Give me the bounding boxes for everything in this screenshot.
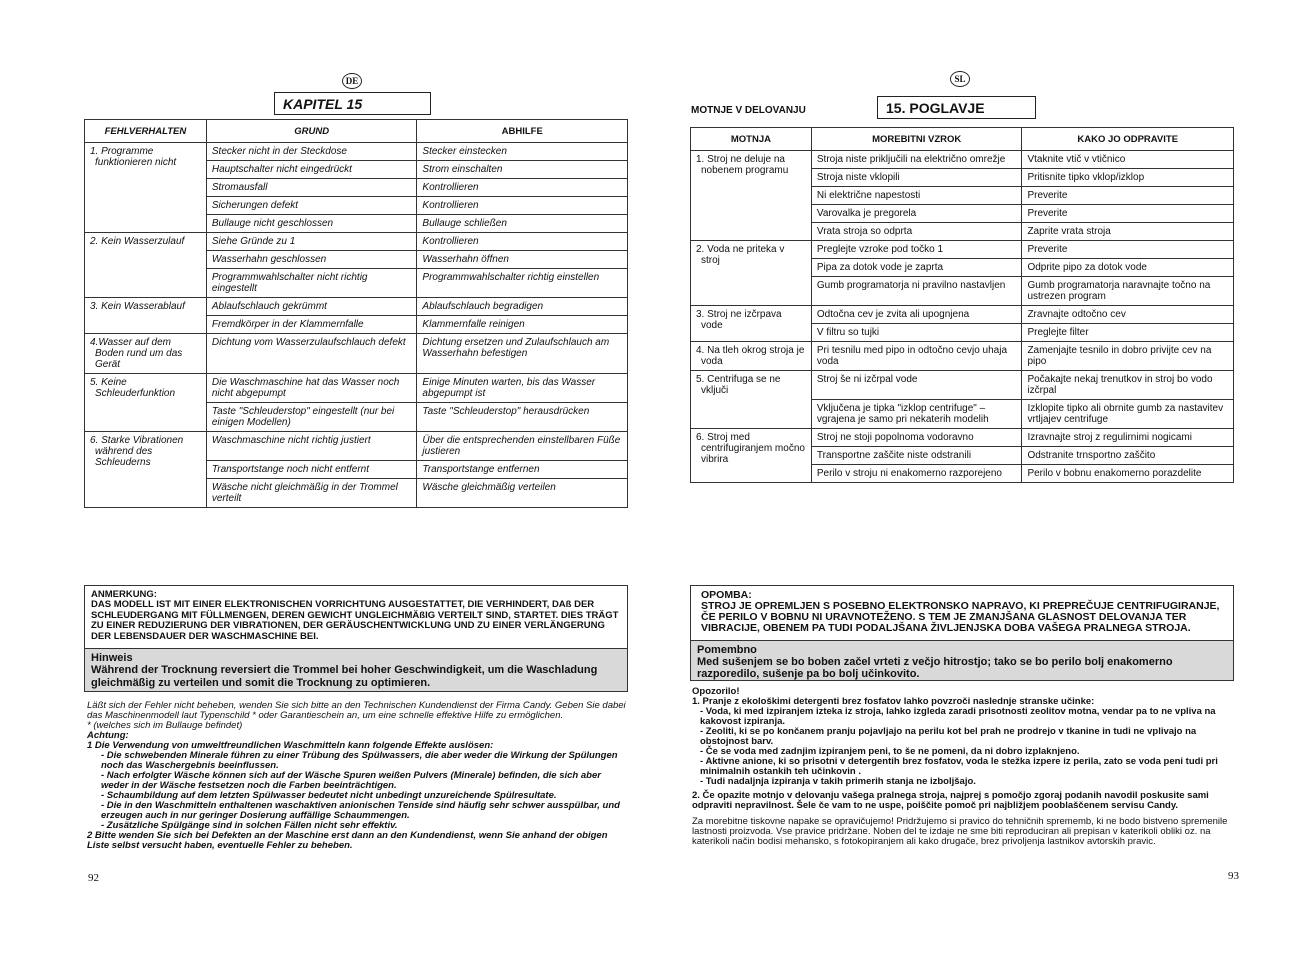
- hint-box: [85, 648, 627, 691]
- cause-cell: Gumb programatorja ni pravilno nastavljen: [811, 277, 1022, 306]
- fault-table: [690, 127, 1234, 483]
- fault-cell: 5. Centrifuga se ne vključi: [691, 371, 812, 429]
- footer-notes: [87, 701, 627, 851]
- bullet-item: - Tudi nadaljnja izpiranja v takih primerih stanja ne izboljšajo.: [700, 776, 976, 787]
- page-number: 92: [88, 872, 99, 884]
- remedy-cell: Odstranite trnsportno zaščito: [1022, 447, 1234, 465]
- remedy-cell: Zaprite vrata stroja: [1022, 223, 1234, 241]
- remedy-cell: Perilo v bobnu enakomerno porazdelite: [1022, 465, 1234, 483]
- cause-cell: Programmwahlschalter nicht richtig eingestellt: [206, 269, 417, 298]
- chapter-title: KAPITEL 15: [274, 92, 431, 115]
- warning-item-2: 2. Če opazite motnjo v delovanju vašega pralnega stroja, najprej s pomočjo zgoraj podanih navodil poskusite sami odpraviti nepravilnost. Šele če vam to ne uspe, poiščite pomoč pri najbližjem pooblaščenem servisu Candy.: [692, 790, 1209, 811]
- warning-title: Opozorilo!: [692, 686, 740, 697]
- bullet-item: - Die in den Waschmitteln enthaltenen waschaktiven anionischen Tenside sind häufig sehr schwer ausspülbar, und erzeugen auch in nur geringer Dosierung auffällige Schaummengen.: [101, 800, 620, 821]
- section-label: MOTNJE V DELOVANJU: [691, 105, 806, 116]
- cause-cell: Wäsche nicht gleichmäßig in der Trommel verteilt: [206, 479, 417, 508]
- fault-cell: 2. Voda ne priteka v stroj: [691, 241, 812, 306]
- bullet-item: - Die schwebenden Minerale führen zu einer Trübung des Spülwassers, die aber weder die Wirkung der Spülungen noch das Waschergebnis beeinflussen.: [101, 750, 618, 771]
- cause-cell: Transportstange noch nicht entfernt: [206, 461, 417, 479]
- fault-table: [84, 119, 628, 508]
- language-badge-de: DE: [342, 73, 362, 89]
- remedy-cell: Zamenjajte tesnilo in dobro privijte cev na pipo: [1022, 342, 1234, 371]
- remedy-cell: Zravnajte odtočno cev: [1022, 306, 1234, 324]
- remedy-cell: Strom einschalten: [417, 161, 628, 179]
- remedy-cell: Bullauge schließen: [417, 215, 628, 233]
- cause-cell: Pri tesnilu med pipo in odtočno cevjo uhaja voda: [811, 342, 1022, 371]
- remedy-cell: Izklopite tipko ali obrnite gumb za nastavitev vrtljajev centrifuge: [1022, 400, 1234, 429]
- cause-cell: Stroj ne stoji popolnoma vodoravno: [811, 429, 1022, 447]
- cause-cell: Transportne zaščite niste odstranili: [811, 447, 1022, 465]
- column-header-fault: FEHLVERHALTEN: [85, 120, 207, 143]
- cause-cell: Varovalka je pregorela: [811, 205, 1022, 223]
- fault-cell: 1. Programme funktionieren nicht: [85, 143, 207, 233]
- fault-cell: 3. Stroj ne izčrpava vode: [691, 306, 812, 342]
- bullet-item: - Zeoliti, ki se po končanem pranju pojavljajo na perilu kot bel prah ne prodrejo v tkanine in tudi ne vplivajo na obstojnost barv.: [700, 726, 1197, 747]
- cause-cell: Sicherungen defekt: [206, 197, 417, 215]
- remedy-cell: Klammernfalle reinigen: [417, 316, 628, 334]
- remedy-cell: Ablaufschlauch begradigen: [417, 298, 628, 316]
- cause-cell: Perilo v stroju ni enakomerno razporejeno: [811, 465, 1022, 483]
- cause-cell: Stromausfall: [206, 179, 417, 197]
- remedy-cell: Izravnajte stroj z regulirnimi nogicami: [1022, 429, 1234, 447]
- hint-body: Während der Trocknung reversiert die Trommel bei hoher Geschwindigkeit, um die Waschladung gleichmäßig zu verteilen und somit die Trocknung zu optimieren.: [91, 664, 598, 689]
- cause-cell: Waschmaschine nicht richtig justiert: [206, 432, 417, 461]
- table-row: [85, 432, 628, 461]
- cause-cell: Ablaufschlauch gekrümmt: [206, 298, 417, 316]
- cause-cell: Wasserhahn geschlossen: [206, 251, 417, 269]
- cause-cell: Stecker nicht in der Steckdose: [206, 143, 417, 161]
- table-row: [691, 342, 1234, 371]
- remedy-cell: Wäsche gleichmäßig verteilen: [417, 479, 628, 508]
- remedy-cell: Preverite: [1022, 187, 1234, 205]
- footer-footnote: * (welches sich im Bullauge befindet): [87, 720, 243, 731]
- cause-cell: Odtočna cev je zvita ali upognjena: [811, 306, 1022, 324]
- cause-cell: Vključena je tipka "izklop centrifuge" – vgrajena je samo pri nekaterih modelih: [811, 400, 1022, 429]
- remedy-cell: Einige Minuten warten, bis das Wasser abgepumpt ist: [417, 374, 628, 403]
- bullet-item: - Schaumbildung auf dem letzten Spülwasser bedeutet nicht unbedingt unzureichende Spülresultate.: [101, 790, 557, 801]
- cause-cell: Stroja niste priključili na električno omrežje: [811, 151, 1022, 169]
- fault-cell: 4.Wasser auf dem Boden rund um das Gerät: [85, 334, 207, 374]
- remedy-cell: Odprite pipo za dotok vode: [1022, 259, 1234, 277]
- bullet-item: - Nach erfolgter Wäsche können sich auf der Wäsche Spuren weißen Pulvers (Minerale) befinden, die sich aber weder in der Wäsche festsetzen noch die Farben beeinträchtigen.: [101, 770, 601, 791]
- note-body: DAS MODELL IST MIT EINER ELEKTRONISCHEN VORRICHTUNG AUSGESTATTET, DIE VERHINDERT, DAß DER SCHLEUDERGANG MIT FÜLLMENGEN, DEREN GEWICHT UNGLEICHMÄßIG VERTEILT SIND, STARTET. DIES TRÄGT ZU EINER REDUZIERUNG DER VIBRATIONEN, DER GERÄUSCHENTWICKLUNG UND ZU EINER VERLÄNGERUNG DER LEBENSDAUER DER WASCHMASCHINE BEI.: [91, 599, 619, 642]
- column-header-cause: GRUND: [206, 120, 417, 143]
- cause-cell: Preglejte vzroke pod točko 1: [811, 241, 1022, 259]
- remedy-cell: Preverite: [1022, 205, 1234, 223]
- remedy-cell: Programmwahlschalter richtig einstellen: [417, 269, 628, 298]
- cause-cell: Hauptschalter nicht eingedrückt: [206, 161, 417, 179]
- table-row: [85, 233, 628, 251]
- remedy-cell: Gumb programatorja naravnajte točno na ustrezen program: [1022, 277, 1234, 306]
- remedy-cell: Dichtung ersetzen und Zulaufschlauch am Wasserhahn befestigen: [417, 334, 628, 374]
- remedy-cell: Preglejte filter: [1022, 324, 1234, 342]
- remedy-cell: Stecker einstecken: [417, 143, 628, 161]
- table-row: [691, 151, 1234, 169]
- remedy-cell: Kontrollieren: [417, 197, 628, 215]
- footer-achtung: Achtung:: [87, 730, 129, 741]
- footer-item-2: 2 Bitte wenden Sie sich bei Defekten an der Maschine erst dann an den Kundendienst, wenn Sie anhand der obigen Liste selbst versucht haben, eventuelle Fehler zu beheben.: [87, 830, 608, 851]
- remedy-cell: Kontrollieren: [417, 233, 628, 251]
- hint-body: Med sušenjem se bo boben začel vrteti z večjo hitrostjo; tako se bo perilo bolj enakomerno razporedilo, sušenje pa bo bolj učinkovito.: [697, 656, 1173, 680]
- cause-cell: Taste "Schleuderstop" eingestellt (nur bei einigen Modellen): [206, 403, 417, 432]
- warning-notes: [692, 687, 1232, 847]
- language-badge-sl: SL: [950, 71, 970, 87]
- fault-cell: 2. Kein Wasserzulauf: [85, 233, 207, 298]
- column-header-cause: MOREBITNI VZROK: [811, 128, 1022, 151]
- cause-cell: Bullauge nicht geschlossen: [206, 215, 417, 233]
- fault-cell: 3. Kein Wasserablauf: [85, 298, 207, 334]
- remedy-cell: Vtaknite vtič v vtičnico: [1022, 151, 1234, 169]
- column-header-remedy: KAKO JO ODPRAVITE: [1022, 128, 1234, 151]
- bullet-item: - Če se voda med zadnjim izpiranjem peni, to še ne pomeni, da ni dobro izplaknjeno.: [700, 746, 1080, 757]
- note-title: ANMERKUNG:: [91, 589, 157, 600]
- warning-item-1: 1. Pranje z ekološkimi detergenti brez fosfatov lahko povzroči naslednje stranske učinke:: [692, 696, 1095, 707]
- table-row: [85, 334, 628, 374]
- column-header-fault: MOTNJA: [691, 128, 812, 151]
- disclaimer: Za morebitne tiskovne napake se opravičujemo! Pridržujemo si pravico do tehničnih sprememb, ki ne bodo bistveno spremenile lastnosti proizvoda. Vse pravice pridržane. Noben del te izdaje ne sme biti reproduciran ali prepisan v katerikoli obliki oz. na katerikoli način bodisi mehansko, s fotokopiranjem ali kako drugače, brez privoljenja lastnikov avtorskih pravic.: [692, 816, 1228, 847]
- remedy-cell: Počakajte nekaj trenutkov in stroj bo vodo izčrpal: [1022, 371, 1234, 400]
- remedy-cell: Über die entsprechenden einstellbaren Füße justieren: [417, 432, 628, 461]
- remedy-cell: Preverite: [1022, 241, 1234, 259]
- note-title: OPOMBA:: [701, 589, 752, 601]
- bullet-item: - Voda, ki med izpiranjem izteka iz stroja, lahko izgleda zaradi prisotnosti zeolitov motna, vendar pa to ne vpliva na kakovost izpiranja.: [700, 706, 1216, 727]
- bullet-item: - Zusätzliche Spülgänge sind in solchen Fällen nicht sehr effektiv.: [101, 820, 398, 831]
- chapter-title: 15. POGLAVJE: [877, 96, 1036, 119]
- table-row: [85, 374, 628, 403]
- cause-cell: Fremdkörper in der Klammernfalle: [206, 316, 417, 334]
- table-row: [85, 298, 628, 316]
- fault-cell: 6. Starke Vibrationen während des Schleuderns: [85, 432, 207, 508]
- column-header-remedy: ABHILFE: [417, 120, 628, 143]
- cause-cell: Vrata stroja so odprta: [811, 223, 1022, 241]
- cause-cell: Siehe Gründe zu 1: [206, 233, 417, 251]
- fault-cell: 5. Keine Schleuderfunktion: [85, 374, 207, 432]
- cause-cell: Pipa za dotok vode je zaprta: [811, 259, 1022, 277]
- cause-cell: Stroja niste vklopili: [811, 169, 1022, 187]
- remedy-cell: Kontrollieren: [417, 179, 628, 197]
- fault-cell: 1. Stroj ne deluje na nobenem programu: [691, 151, 812, 241]
- table-row: [691, 371, 1234, 400]
- remedy-cell: Wasserhahn öffnen: [417, 251, 628, 269]
- table-row: [691, 429, 1234, 447]
- cause-cell: Die Waschmaschine hat das Wasser noch nicht abgepumpt: [206, 374, 417, 403]
- table-row: [85, 143, 628, 161]
- page-number: 93: [1228, 870, 1239, 882]
- hint-title: Pomembno: [697, 644, 757, 656]
- remedy-cell: Transportstange entfernen: [417, 461, 628, 479]
- footer-item-1: 1 Die Verwendung von umweltfreundlichen Waschmitteln kann folgende Effekte auslösen:: [87, 740, 494, 751]
- bullet-item: - Aktivne anione, ki so prisotni v detergentih brez fosfatov, voda le stežka izpere iz perila, zato se voda peni tudi pri minimalnih ostankih teh učinkovin .: [700, 756, 1218, 777]
- hint-box: [691, 640, 1233, 680]
- remedy-cell: Taste "Schleuderstop" herausdrücken: [417, 403, 628, 432]
- remedy-cell: Pritisnite tipko vklop/izklop: [1022, 169, 1234, 187]
- footer-intro: Läßt sich der Fehler nicht beheben, wenden Sie sich bitte an den Technischen Kundendienst der Firma Candy. Geben Sie dabei das Maschinenmodell laut Typenschild * oder Garantieschein an, um eine schnelle effektive Hilfe zu ermöglichen.: [87, 700, 626, 721]
- cause-cell: Dichtung vom Wasserzulaufschlauch defekt: [206, 334, 417, 374]
- note-body: STROJ JE OPREMLJEN S POSEBNO ELEKTRONSKO NAPRAVO, KI PREPREČUJE CENTRIFUGIRANJE, ČE PERILO V BOBNU NI URAVNOTEŽENO. S TEM JE ZMANJŠANA GLASNOST DELOVANJA TER VIBRACIJE, OBENEM PA TUDI PODALJŠANA ŽIVLJENJSKA DOBA VAŠEGA PRALNEGA STROJA.: [701, 600, 1220, 634]
- table-row: [691, 241, 1234, 259]
- hint-title: Hinweis: [91, 652, 133, 664]
- note-box: [690, 585, 1234, 681]
- table-row: [691, 306, 1234, 324]
- fault-cell: 4. Na tleh okrog stroja je voda: [691, 342, 812, 371]
- cause-cell: Stroj še ni izčrpal vode: [811, 371, 1022, 400]
- note-box: [84, 585, 628, 692]
- cause-cell: V filtru so tujki: [811, 324, 1022, 342]
- fault-cell: 6. Stroj med centrifugiranjem močno vibrira: [691, 429, 812, 483]
- cause-cell: Ni električne napestosti: [811, 187, 1022, 205]
